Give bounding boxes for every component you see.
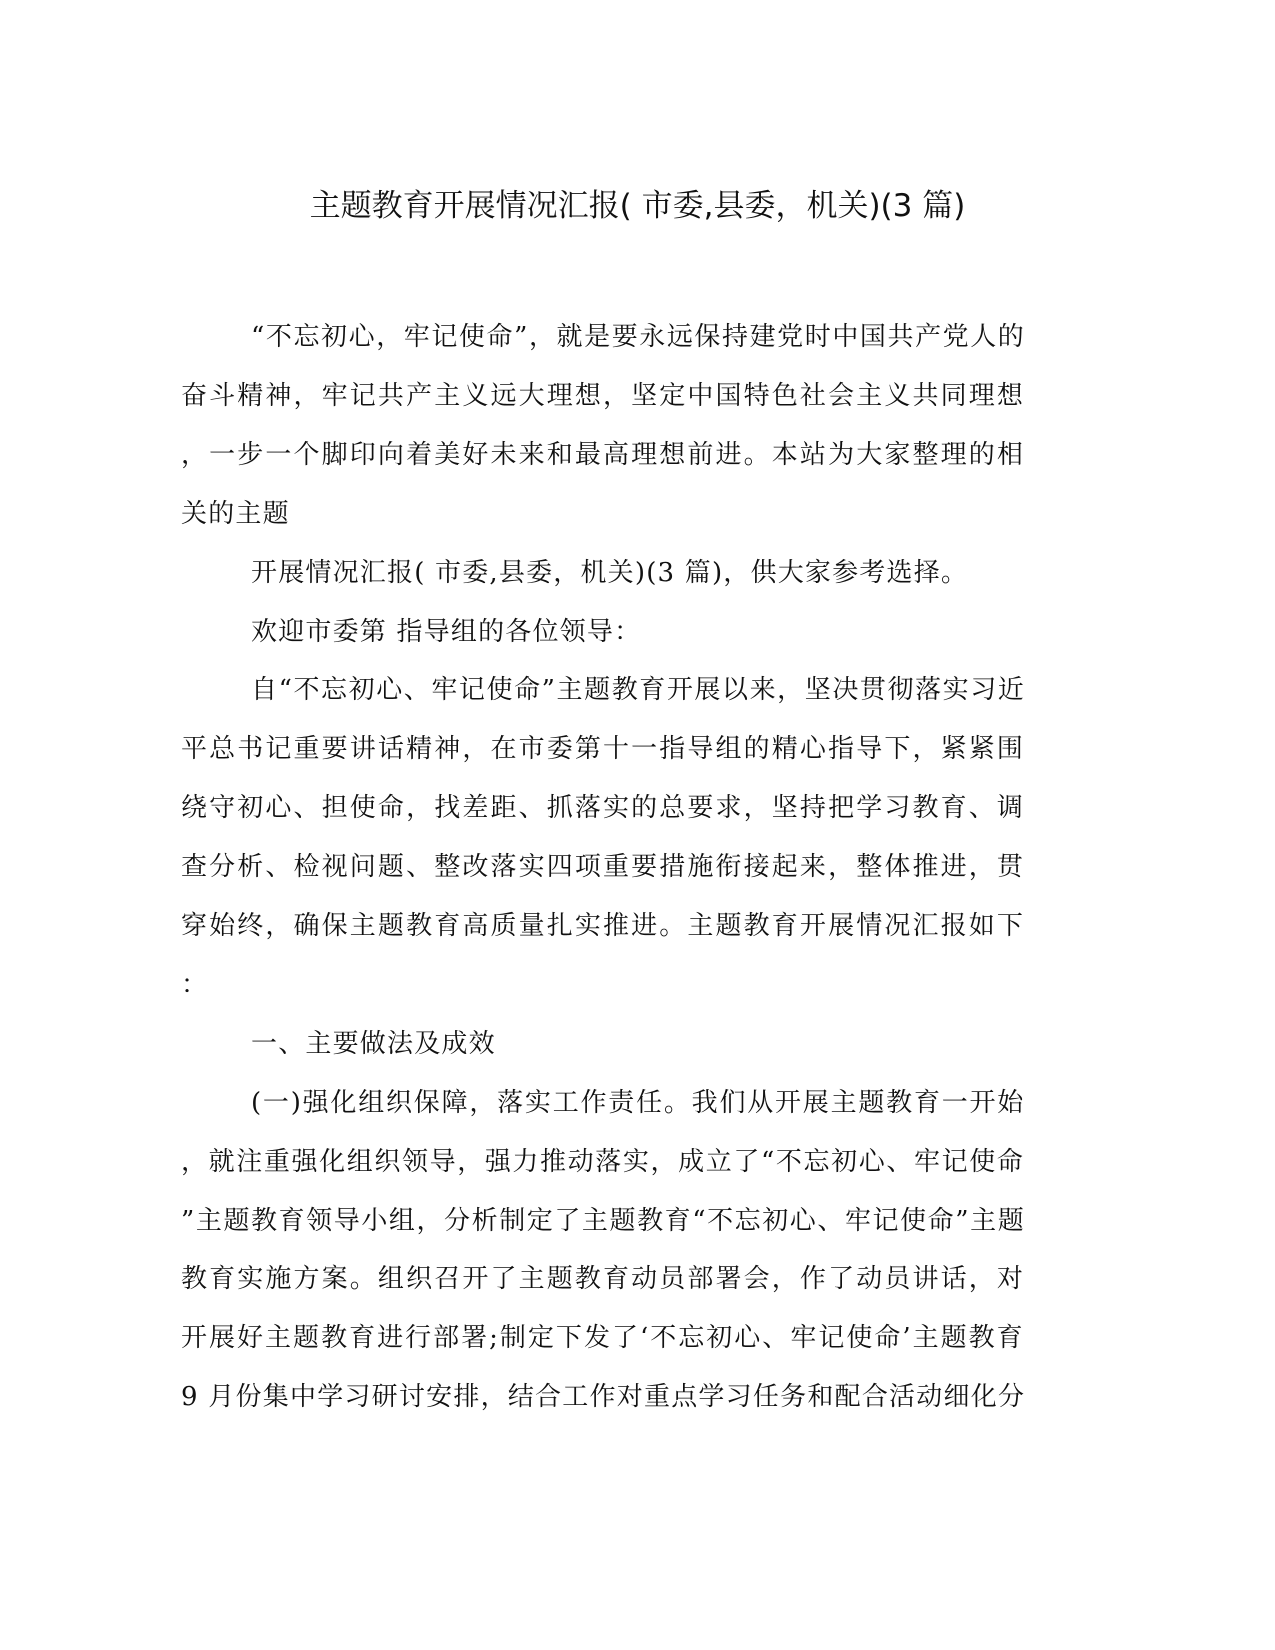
- text-line: 9 月份集中学习研讨安排，结合工作对重点学习任务和配合活动细化分: [181, 1382, 1026, 1413]
- text-line: (一)强化组织保障，落实工作责任。我们从开展主题教育一开始: [251, 1087, 1026, 1118]
- text-line: 开展情况汇报( 市委,县委，机关)(3 篇)，供大家参考选择。: [251, 557, 969, 588]
- text-line: “不忘初心，牢记使命”，就是要永远保持建党时中国共产党人的: [251, 322, 1026, 352]
- text-line: 穿始终，确保主题教育高质量扎实推进。主题教育开展情况汇报如下: [181, 911, 1026, 941]
- text-line: 绕守初心、担使命，找差距、抓落实的总要求，坚持把学习教育、调: [181, 793, 1026, 824]
- text-line: 平总书记重要讲话精神，在市委第十一指导组的精心指导下，紧紧围: [181, 734, 1026, 765]
- text-line: ，就注重强化组织领导，强力推动落实，成立了“不忘初心、牢记使命: [181, 1146, 1025, 1177]
- text-line: 一、主要做法及成效: [251, 1028, 496, 1059]
- text-line: 关的主题: [181, 498, 290, 529]
- document-title: 主题教育开展情况汇报( 市委,县委，机关)(3 篇): [309, 188, 966, 224]
- text-line: 查分析、检视问题、整改落实四项重要措施衔接起来，整体推进，贯: [181, 852, 1026, 883]
- text-line: 开展好主题教育进行部署;制定下发了‘不忘初心、牢记使命’主题教育: [181, 1323, 1025, 1354]
- text-line: ，一步一个脚印向着美好未来和最高理想前进。本站为大家整理的相: [181, 439, 1026, 470]
- text-line: 自“不忘初心、牢记使命”主题教育开展以来，坚决贯彻落实习近: [251, 675, 1026, 706]
- text-line: ：: [181, 969, 209, 1000]
- text-line: 教育实施方案。组织召开了主题教育动员部署会，作了动员讲话，对: [181, 1264, 1026, 1295]
- text-line: 欢迎市委第 指导组的各位领导：: [251, 616, 642, 647]
- text-line: ”主题教育领导小组，分析制定了主题教育“不忘初心、牢记使命”主题: [181, 1205, 1026, 1236]
- text-line: 奋斗精神，牢记共产主义远大理想，坚定中国特色社会主义共同理想: [181, 380, 1026, 411]
